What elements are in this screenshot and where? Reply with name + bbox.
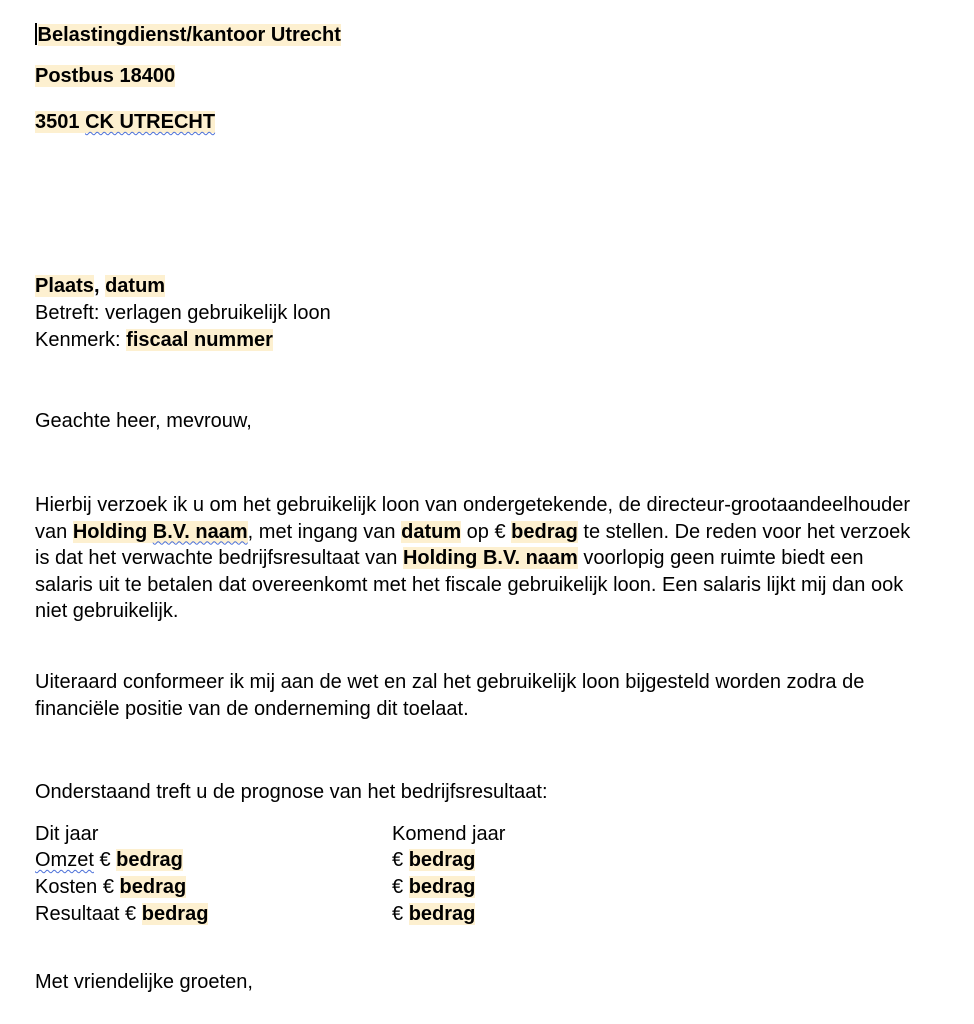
table-row: Kosten € bedrag <box>35 876 187 898</box>
reference-line: Kenmerk: fiscaal nummer <box>35 329 273 351</box>
table-header-next-year: Komend jaar <box>392 823 506 845</box>
subject-line: Betreft: verlagen gebruikelijk loon <box>35 302 331 324</box>
body-paragraph-2: Uiteraard conformeer ik mij aan de wet en zal het gebruikelijk loon bijgesteld worden zodra de financiële positie van de onderneming dit toelaat. <box>35 671 865 720</box>
closing: Met vriendelijke groeten, <box>35 971 253 993</box>
place-date-line: Plaats, datum <box>35 275 166 297</box>
address-line-2: Postbus 18400 <box>35 65 176 87</box>
body-paragraph-1: Hierbij verzoek ik u om het gebruikelijk loon van ondergetekende, de directeur-grootaandeelhouder van Holding B.V. naam, met ingang van datum op € bedrag te stellen. De reden voor het verzoek is dat het verwachte bedrijfsresultaat van Holding B.V. naam voorlopig geen ruimte biedt een salaris uit te betalen dat overeenkomt met het fiscale gebruikelijk loon. Een salaris lijkt mij dan ook niet gebruikelijk. <box>35 494 911 622</box>
address-line-1: Belastingdienst/kantoor Utrecht <box>35 22 341 48</box>
spellcheck-underline: Omzet <box>35 849 94 871</box>
table-header-this-year: Dit jaar <box>35 823 99 845</box>
table-row: Omzet € bedrag <box>35 849 183 871</box>
address-line-3: 3501 CK UTRECHT <box>35 111 216 133</box>
table-cell-next-year: € bedrag <box>392 849 476 871</box>
table-cell-next-year: € bedrag <box>392 876 476 898</box>
spellcheck-underline: CK UTRECHT <box>85 111 216 133</box>
salutation: Geachte heer, mevrouw, <box>35 410 252 432</box>
table-row: Resultaat € bedrag <box>35 903 209 925</box>
table-cell-next-year: € bedrag <box>392 903 476 925</box>
text-cursor <box>35 23 37 45</box>
spellcheck-underline: B.V. naam <box>152 520 248 543</box>
forecast-intro: Onderstaand treft u de prognose van het bedrijfsresultaat: <box>35 781 548 803</box>
